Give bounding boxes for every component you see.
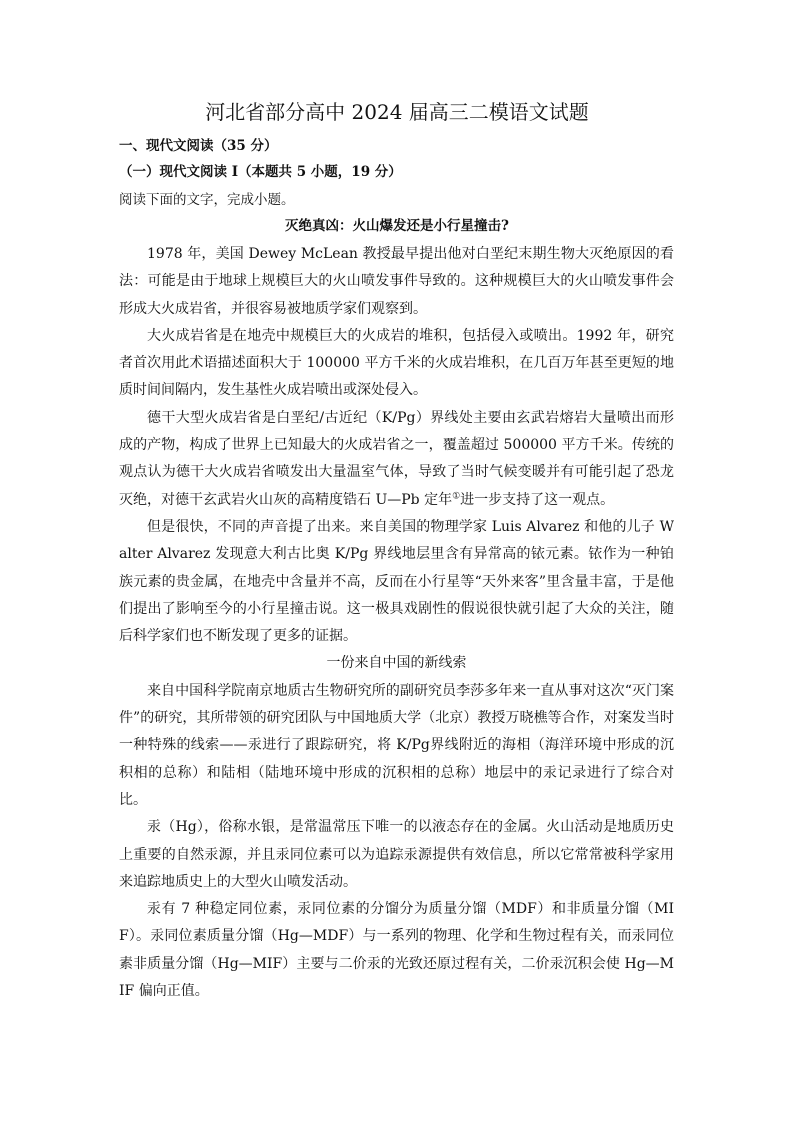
subsection-heading: （一）现代文阅读 I（本题共 5 小题，19 分） bbox=[119, 164, 402, 180]
document-title: 河北省部分高中 2024 届高三二模语文试题 bbox=[205, 100, 589, 124]
paragraph-2: 大火成岩省是在地壳中规模巨大的火成岩的堆积，包括侵入或喷出。1992 年，研究者首次用此术语描述面积大于 100000 平方千米的火成岩堆积，在几百万年甚至更短的地质时间间隔内，发生基性火成岩喷出或深处侵入。 bbox=[119, 327, 674, 399]
paragraph-3 bbox=[119, 405, 674, 514]
paragraph-5: 来自中国科学院南京地质古生物研究所的副研究员李莎多年来一直从事对这次“灭门案件”的研究，其所带领的研究团队与中国地质大学（北京）教授万晓樵等合作，对案发当时一种特殊的线索——汞进行了跟踪研究，将 K/Pg界线附近的海相（海洋环境中形成的沉积相的总称）和陆相（陆地环境中形成的沉积相的总称）地层中的汞记录进行了综合对比。 bbox=[119, 682, 674, 808]
paragraph-7: 汞有 7 种稳定同位素，汞同位素的分馏分为质量分馏（MDF）和非质量分馏（MIF）。汞同位素质量分馏（Hg—MDF）与一系列的物理、化学和生物过程有关，而汞同位素非质量分馏（Hg—MIF）主要与二价汞的光致还原过程有关，二价汞沉积会使 Hg—MIF 偏向正值。 bbox=[119, 901, 674, 1000]
paragraph-4: 但是很快，不同的声音提了出来。来自美国的物理学家 Luis Alvarez 和他的儿子 Walter Alvarez 发现意大利古比奥 K/Pg 界线地层里含有异常高的铱元素。铱作为一种铂族元素的贵金属，在地壳中含量并不高，反而在小行星等“天外来客”里含量丰富，于是他们提出了影响至今的小行星撞击说。这一极具戏剧性的假说很快就引起了大众的关注，随后科学家们也不断发现了更多的证据。 bbox=[119, 518, 674, 645]
paragraph-1: 1978 年，美国 Dewey McLean 教授最早提出他对白垩纪末期生物大灭绝原因的看法：可能是由于地球上规模巨大的火山喷发事件导致的。这种规模巨大的火山喷发事件会形成大火成岩省，并很容易被地质学家们观察到。 bbox=[119, 246, 674, 317]
paragraph-3-tail: 进一步支持了这一观点。 bbox=[460, 491, 615, 508]
paragraph-6: 汞（Hg），俗称水银，是常温常压下唯一的以液态存在的金属。火山活动是地质历史上重要的自然汞源，并且汞同位素可以为追踪汞源提供有效信息，所以它常常被科学家用来追踪地质史上的大型火山喷发活动。 bbox=[119, 819, 674, 890]
article-body bbox=[119, 241, 674, 1005]
section-heading: 一、现代文阅读（35 分） bbox=[119, 138, 278, 154]
paragraph-3-text: 德干大型火成岩省是白垩纪/古近纪（K/Pg）界线处主要由玄武岩熔岩大量喷出而形成的产物，构成了世界上已知最大的火成岩省之一，覆盖超过 500000 平方千米。传统的观点认为德干大火成岩省喷发出大量温室气体，导致了当时气候变暖并有可能引起了恐龙灭绝，对德干玄武岩火山灰的高精度锆石 U—Pb 定年 bbox=[119, 409, 674, 508]
footnote-marker: ① bbox=[452, 491, 461, 502]
reading-instruction: 阅读下面的文字，完成小题。 bbox=[119, 192, 295, 208]
article-subheading: 一份来自中国的新线索 bbox=[326, 655, 467, 672]
article-title: 灭绝真凶：火山爆发还是小行星撞击? bbox=[285, 218, 509, 234]
